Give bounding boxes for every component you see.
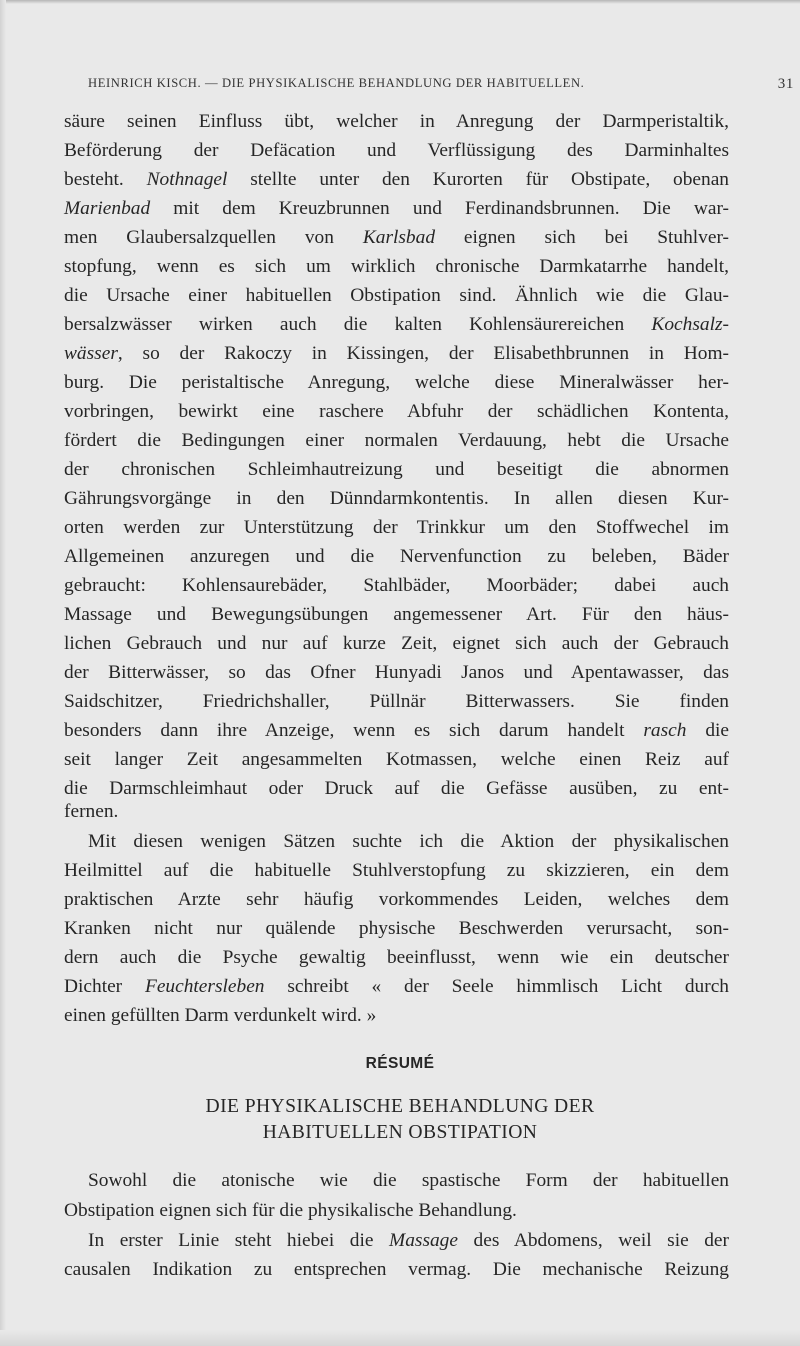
body-line-13: der chronischen Schleimhautreizung und beseitigt die abnormen <box>64 459 729 480</box>
body-line-5: men Glaubersalzquellen von Karlsbad eignen sich bei Stuhlver- <box>64 227 729 248</box>
body-line-28: praktischen Arzte sehr häufig vorkommendes Leiden, welches dem <box>64 889 729 910</box>
body-line-4: Marienbad mit dem Kreuzbrunnen und Ferdinandsbrunnen. Die war- <box>64 198 729 219</box>
resume-line-1: Sowohl die atonische wie die spastische Form der habituellen <box>88 1170 729 1191</box>
body-line-3: besteht. Nothnagel stellte unter den Kurorten für Obstipate, obenan <box>64 169 729 190</box>
body-line-24: die Darmschleimhaut oder Druck auf die Gefässe ausüben, zu ent- <box>64 778 729 799</box>
resume-label: RÉSUMÉ <box>365 1055 435 1072</box>
resume-line-2: Obstipation eignen sich für die physikalische Behandlung. <box>64 1200 517 1221</box>
body-line-20: der Bitterwässer, so das Ofner Hunyadi Janos und Apentawasser, das <box>64 662 729 683</box>
body-line-14: Gährungsvorgänge in den Dünndarmkontentis. In allen diesen Kur- <box>64 488 729 509</box>
section-heading-line-1: DIE PHYSIKALISCHE BEHANDLUNG DER <box>205 1096 595 1117</box>
running-head <box>88 76 794 98</box>
body-line-25: fernen. <box>64 801 119 822</box>
body-line-2: Beförderung der Defäcation und Verflüssigung des Darminhaltes <box>64 140 729 161</box>
body-line-9: wässer, so der Rakoczy in Kissingen, der Elisabethbrunnen in Hom- <box>64 343 729 364</box>
section-heading-line-2: HABITUELLEN OBSTIPATION <box>262 1122 538 1143</box>
page-top-edge <box>0 0 800 4</box>
body-line-31: Dichter Feuchtersleben schreibt « der Seele himmlisch Licht durch <box>64 976 729 997</box>
body-line-29: Kranken nicht nur quälende physische Beschwerden verursacht, son- <box>64 918 729 939</box>
body-line-16: Allgemeinen anzuregen und die Nervenfunction zu beleben, Bäder <box>64 546 729 567</box>
body-line-11: vorbringen, bewirkt eine raschere Abfuhr der schädlichen Kontenta, <box>64 401 729 422</box>
place-name-italic: Karlsbad <box>362 227 436 248</box>
body-line-17: gebraucht: Kohlensaurebäder, Stahlbäder, Moorbäder; dabei auch <box>64 575 729 596</box>
term-italic: Massage <box>389 1230 458 1251</box>
body-line-21: Saidschitzer, Friedrichshaller, Püllnär Bitterwassers. Sie finden <box>64 691 729 712</box>
author-name-italic: Nothnagel <box>146 169 228 190</box>
page-bottom-edge <box>0 1330 800 1346</box>
body-line-12: fördert die Bedingungen einer normalen Verdauung, hebt die Ursache <box>64 430 729 451</box>
body-line-23: seit langer Zeit angesammelten Kotmassen, welche einen Reiz auf <box>64 749 729 770</box>
body-line-6: stopfung, wenn es sich um wirklich chronische Darmkatarrhe handelt, <box>64 256 729 277</box>
running-head-title: HEINRICH KISCH. — DIE PHYSIKALISCHE BEHANDLUNG DER HABITUELLEN. <box>88 76 585 90</box>
resume-line-4: causalen Indikation zu entsprechen vermag. Die mechanische Reizung <box>64 1259 729 1280</box>
place-name-italic: Marienbad <box>64 198 151 219</box>
term-italic: rasch <box>643 720 687 741</box>
body-line-30: dern auch die Psyche gewaltig beeinflusst, wenn wie ein deutscher <box>64 947 729 968</box>
body-line-27: Heilmittel auf die habituelle Stuhlverstopfung zu skizzieren, ein dem <box>64 860 729 881</box>
term-italic: wässer <box>64 343 118 364</box>
body-line-7: die Ursache einer habituellen Obstipation sind. Ähnlich wie die Glau- <box>64 285 729 306</box>
body-line-10: burg. Die peristaltische Anregung, welche diese Mineralwässer her- <box>64 372 729 393</box>
body-line-22: besonders dann ihre Anzeige, wenn es sich darum handelt rasch die <box>64 720 730 741</box>
body-line-19: lichen Gebrauch und nur auf kurze Zeit, eignet sich auch der Gebrauch <box>64 633 729 654</box>
body-line-26: Mit diesen wenigen Sätzen suchte ich die Aktion der physikalischen <box>88 831 729 852</box>
body-line-15: orten werden zur Unterstützung der Trinkkur um den Stoffwechel im <box>64 517 729 538</box>
resume-line-3: In erster Linie steht hiebei die Massage des Abdomens, weil sie der <box>88 1230 729 1251</box>
body-line-32: einen gefüllten Darm verdunkelt wird. » <box>64 1005 377 1026</box>
body-line-18: Massage und Bewegungsübungen angemessener Art. Für den häus- <box>64 604 729 625</box>
author-name-italic: Feuchtersleben <box>144 976 265 997</box>
page-number: 31 <box>777 76 794 92</box>
body-line-1: säure seinen Einfluss übt, welcher in Anregung der Darmperistaltik, <box>64 111 729 132</box>
term-italic: Kochsalz- <box>651 314 729 335</box>
body-line-8: bersalzwässer wirken auch die kalten Kohlensäurereichen Kochsalz- <box>64 314 729 335</box>
